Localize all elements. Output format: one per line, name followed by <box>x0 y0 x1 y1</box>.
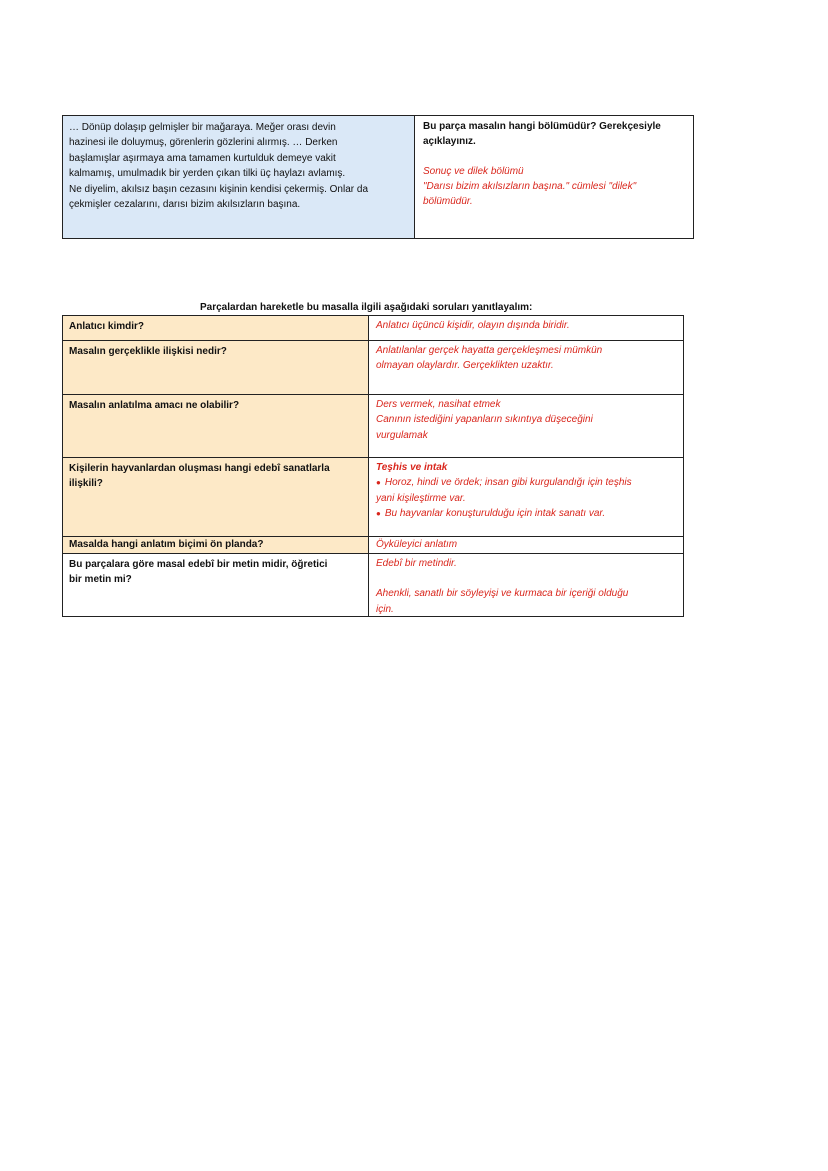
table-row <box>63 457 683 536</box>
passage-line: çekmişler cezalarını, darısı bizim akılsızların başına. <box>69 199 301 211</box>
passage-line: Ne diyelim, akılsız başın cezasını kişinin kendisi çekermiş. Onlar da <box>69 183 369 195</box>
section-question: Bu parça masalın hangi bölümüdür? Gerekçesiyle açıklayınız. <box>423 121 661 147</box>
answer-narrator <box>369 316 683 340</box>
answer-literary-arts <box>369 458 683 536</box>
table-row <box>63 394 683 457</box>
answer-line: bölümüdür. <box>423 196 473 207</box>
table-row <box>63 340 683 394</box>
answer-line: Ahenkli, sanatlı bir söyleyişi ve kurmaca bir içeriği olduğu <box>376 588 629 600</box>
answer-line: Edebî bir metindir. <box>376 558 457 569</box>
answer-bullet: ● Bu hayvanlar konuşturulduğu için intak sanatı var. <box>376 506 676 521</box>
table-row <box>63 536 683 553</box>
table-row <box>63 553 683 616</box>
question-cell <box>415 116 693 238</box>
answer-line: için. <box>376 603 394 615</box>
answer-line: Öyküleyici anlatım <box>376 539 458 550</box>
answer-line: Anlatılanlar gerçek hayatta gerçekleşmesi mümkün <box>376 345 603 356</box>
answer-bullet: ● Horoz, hindi ve ördek; insan gibi kurgulandığı için teşhis <box>376 475 676 490</box>
question-line: bir metin mi? <box>69 574 132 585</box>
answer-line: vurgulamak <box>376 429 428 441</box>
passage-line: hazinesi ile doluymuş, görenlerin gözlerini alırmış. … Derken <box>69 137 338 149</box>
passage-line: … Dönüp dolaşıp gelmişler bir mağaraya. Meğer orası devin <box>69 122 336 133</box>
answer-reality <box>369 341 683 394</box>
answer-line: Ders vermek, nasihat etmek <box>376 399 501 410</box>
question-text-type <box>63 554 369 616</box>
question-narrator: Anlatıcı kimdir? <box>63 316 369 340</box>
answer-line: Sonuç ve dilek bölümü <box>423 166 524 177</box>
passage-line: başlamışlar aşırmaya ama tamamen kurtulduk demeye vakit <box>69 152 336 164</box>
answer-line: olmayan olaylardır. Gerçeklikten uzaktır. <box>376 360 554 372</box>
question-literary-arts <box>63 458 369 536</box>
question-reality: Masalın gerçeklikle ilişkisi nedir? <box>63 341 369 394</box>
passage-cell <box>63 116 415 238</box>
answer-line: Canının istediğini yapanların sıkıntıya düşeceğini <box>376 414 593 426</box>
question-line: Bu parçalara göre masal edebî bir metin midir, öğretici <box>69 559 328 570</box>
answer-line: yani kişileştirme var. <box>376 492 466 504</box>
answer-title: Teşhis ve intak <box>376 462 448 473</box>
question-purpose: Masalın anlatılma amacı ne olabilir? <box>63 395 369 457</box>
table-row <box>63 316 683 340</box>
answer-purpose <box>369 395 683 457</box>
answer-narration-style <box>369 537 683 553</box>
question-narration-style: Masalda hangi anlatım biçimi ön planda? <box>63 537 369 553</box>
passage-line: kalmamış, umulmadık bir yerden çıkan tilki üç haylazı avlamış. <box>69 168 346 180</box>
answer-text-type <box>369 554 683 616</box>
section-answer <box>423 164 685 209</box>
answer-line: "Darısı bizim akılsızların başına." cümlesi "dilek" <box>423 181 637 192</box>
answer-line: Anlatıcı üçüncü kişidir, olayın dışında biridir. <box>376 320 570 331</box>
questions-table <box>62 315 684 617</box>
question-line: Kişilerin hayvanlardan oluşması hangi edebî sanatlarla <box>69 463 330 474</box>
question-line: ilişkili? <box>69 478 103 489</box>
questions-heading: Parçalardan hareketle bu masalla ilgili aşağıdaki soruları yanıtlayalım: <box>200 302 533 313</box>
passage-table <box>62 115 694 239</box>
